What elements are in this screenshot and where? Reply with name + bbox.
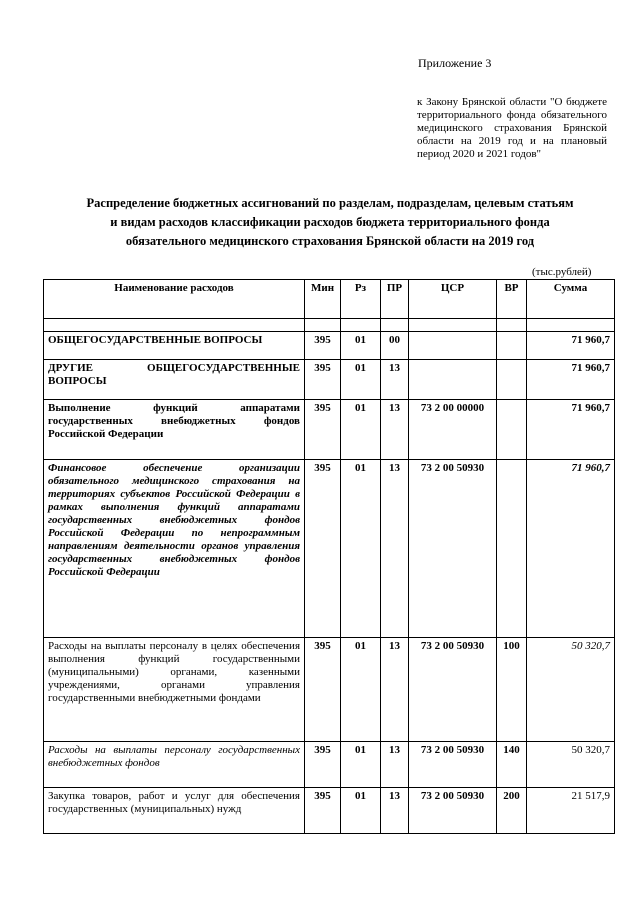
cell-rz: 01: [341, 400, 381, 460]
col-header-csr: ЦСР: [409, 280, 497, 319]
cell-sum: 71 960,7: [527, 400, 615, 460]
heading-line: и видам расходов классификации расходов бюджета территориального фонда: [110, 215, 550, 229]
cell-csr: [409, 332, 497, 360]
cell-name: Расходы на выплаты персоналу государственных внебюджетных фондов: [44, 742, 305, 788]
cell-vr: 200: [497, 788, 527, 834]
table-header-row: [44, 280, 615, 319]
cell-vr: [497, 400, 527, 460]
cell-name: Выполнение функций аппаратами государственных внебюджетных фондов Российской Федерации: [44, 400, 305, 460]
cell-rz: 01: [341, 788, 381, 834]
col-header-vr: ВР: [497, 280, 527, 319]
cell-name: Финансовое обеспечение организации обязательного медицинского страхования на территориях субъектов Российской Федерации в рамках выполнения функций аппаратами государственных внебюджетных фондов Российской Федерации по непрограммным направлениям деятельности органов управления государственных внебюджетных фондов Российской Федерации: [44, 460, 305, 638]
cell-pr: 13: [381, 460, 409, 638]
cell-sum: 21 517,9: [527, 788, 615, 834]
cell-min: 395: [305, 742, 341, 788]
cell-csr: 73 2 00 50930: [409, 460, 497, 638]
cell-pr: 13: [381, 788, 409, 834]
cell-sum: 71 960,7: [527, 360, 615, 400]
spacer-row: [44, 319, 615, 332]
cell-rz: 01: [341, 742, 381, 788]
cell-name: Расходы на выплаты персоналу в целях обеспечения выполнения функций государственными (муниципальными) органами, казенными учреждениями, органами управления государственными внебюджетными фондами: [44, 638, 305, 742]
table-body: [44, 319, 615, 834]
table-row: [44, 788, 615, 834]
cell-rz: 01: [341, 332, 381, 360]
cell-min: 395: [305, 360, 341, 400]
cell-csr: 73 2 00 50930: [409, 638, 497, 742]
heading-line: обязательного медицинского страхования Брянской области на 2019 год: [125, 234, 535, 248]
cell-pr: 13: [381, 400, 409, 460]
table-row: [44, 332, 615, 360]
cell-rz: 01: [341, 360, 381, 400]
table-row: [44, 400, 615, 460]
cell-vr: 140: [497, 742, 527, 788]
law-reference: к Закону Брянской области "О бюджете территориального фонда обязательного медицинского страхования Брянской области на 2019 год и на плановый период 2020 и 2021 годов": [417, 96, 607, 160]
cell-vr: [497, 332, 527, 360]
col-header-min: Мин: [305, 280, 341, 319]
cell-name: ОБЩЕГОСУДАРСТВЕННЫЕ ВОПРОСЫ: [44, 332, 305, 360]
cell-sum: 71 960,7: [527, 460, 615, 638]
cell-min: 395: [305, 400, 341, 460]
col-header-rz: Рз: [341, 280, 381, 319]
cell-name: Закупка товаров, работ и услуг для обеспечения государственных (муниципальных) нужд: [44, 788, 305, 834]
cell-min: 395: [305, 638, 341, 742]
cell-pr: 13: [381, 638, 409, 742]
document-heading: [60, 194, 600, 251]
cell-csr: 73 2 00 50930: [409, 742, 497, 788]
cell-min: 395: [305, 788, 341, 834]
cell-csr: 73 2 00 50930: [409, 788, 497, 834]
col-header-pr: ПР: [381, 280, 409, 319]
heading-line: Распределение бюджетных ассигнований по разделам, подразделам, целевым статьям: [86, 196, 574, 210]
cell-min: 395: [305, 332, 341, 360]
col-header-name: Наименование расходов: [44, 280, 305, 319]
cell-sum: 50 320,7: [527, 638, 615, 742]
cell-pr: 13: [381, 742, 409, 788]
cell-rz: 01: [341, 460, 381, 638]
cell-min: 395: [305, 460, 341, 638]
cell-csr: [409, 360, 497, 400]
budget-table: [43, 279, 615, 834]
col-header-sum: Сумма: [527, 280, 615, 319]
table-row: [44, 638, 615, 742]
cell-sum: 71 960,7: [527, 332, 615, 360]
cell-pr: 00: [381, 332, 409, 360]
cell-name: ДРУГИЕ ОБЩЕГОСУДАРСТВЕННЫЕ ВОПРОСЫ: [44, 360, 305, 400]
cell-sum: 50 320,7: [527, 742, 615, 788]
cell-vr: 100: [497, 638, 527, 742]
cell-csr: 73 2 00 00000: [409, 400, 497, 460]
cell-vr: [497, 360, 527, 400]
table-row: [44, 360, 615, 400]
cell-pr: 13: [381, 360, 409, 400]
cell-rz: 01: [341, 638, 381, 742]
appendix-title: Приложение 3: [418, 56, 492, 70]
unit-label: (тыс.рублей): [532, 266, 592, 278]
table-row: [44, 742, 615, 788]
table-row: [44, 460, 615, 638]
cell-vr: [497, 460, 527, 638]
